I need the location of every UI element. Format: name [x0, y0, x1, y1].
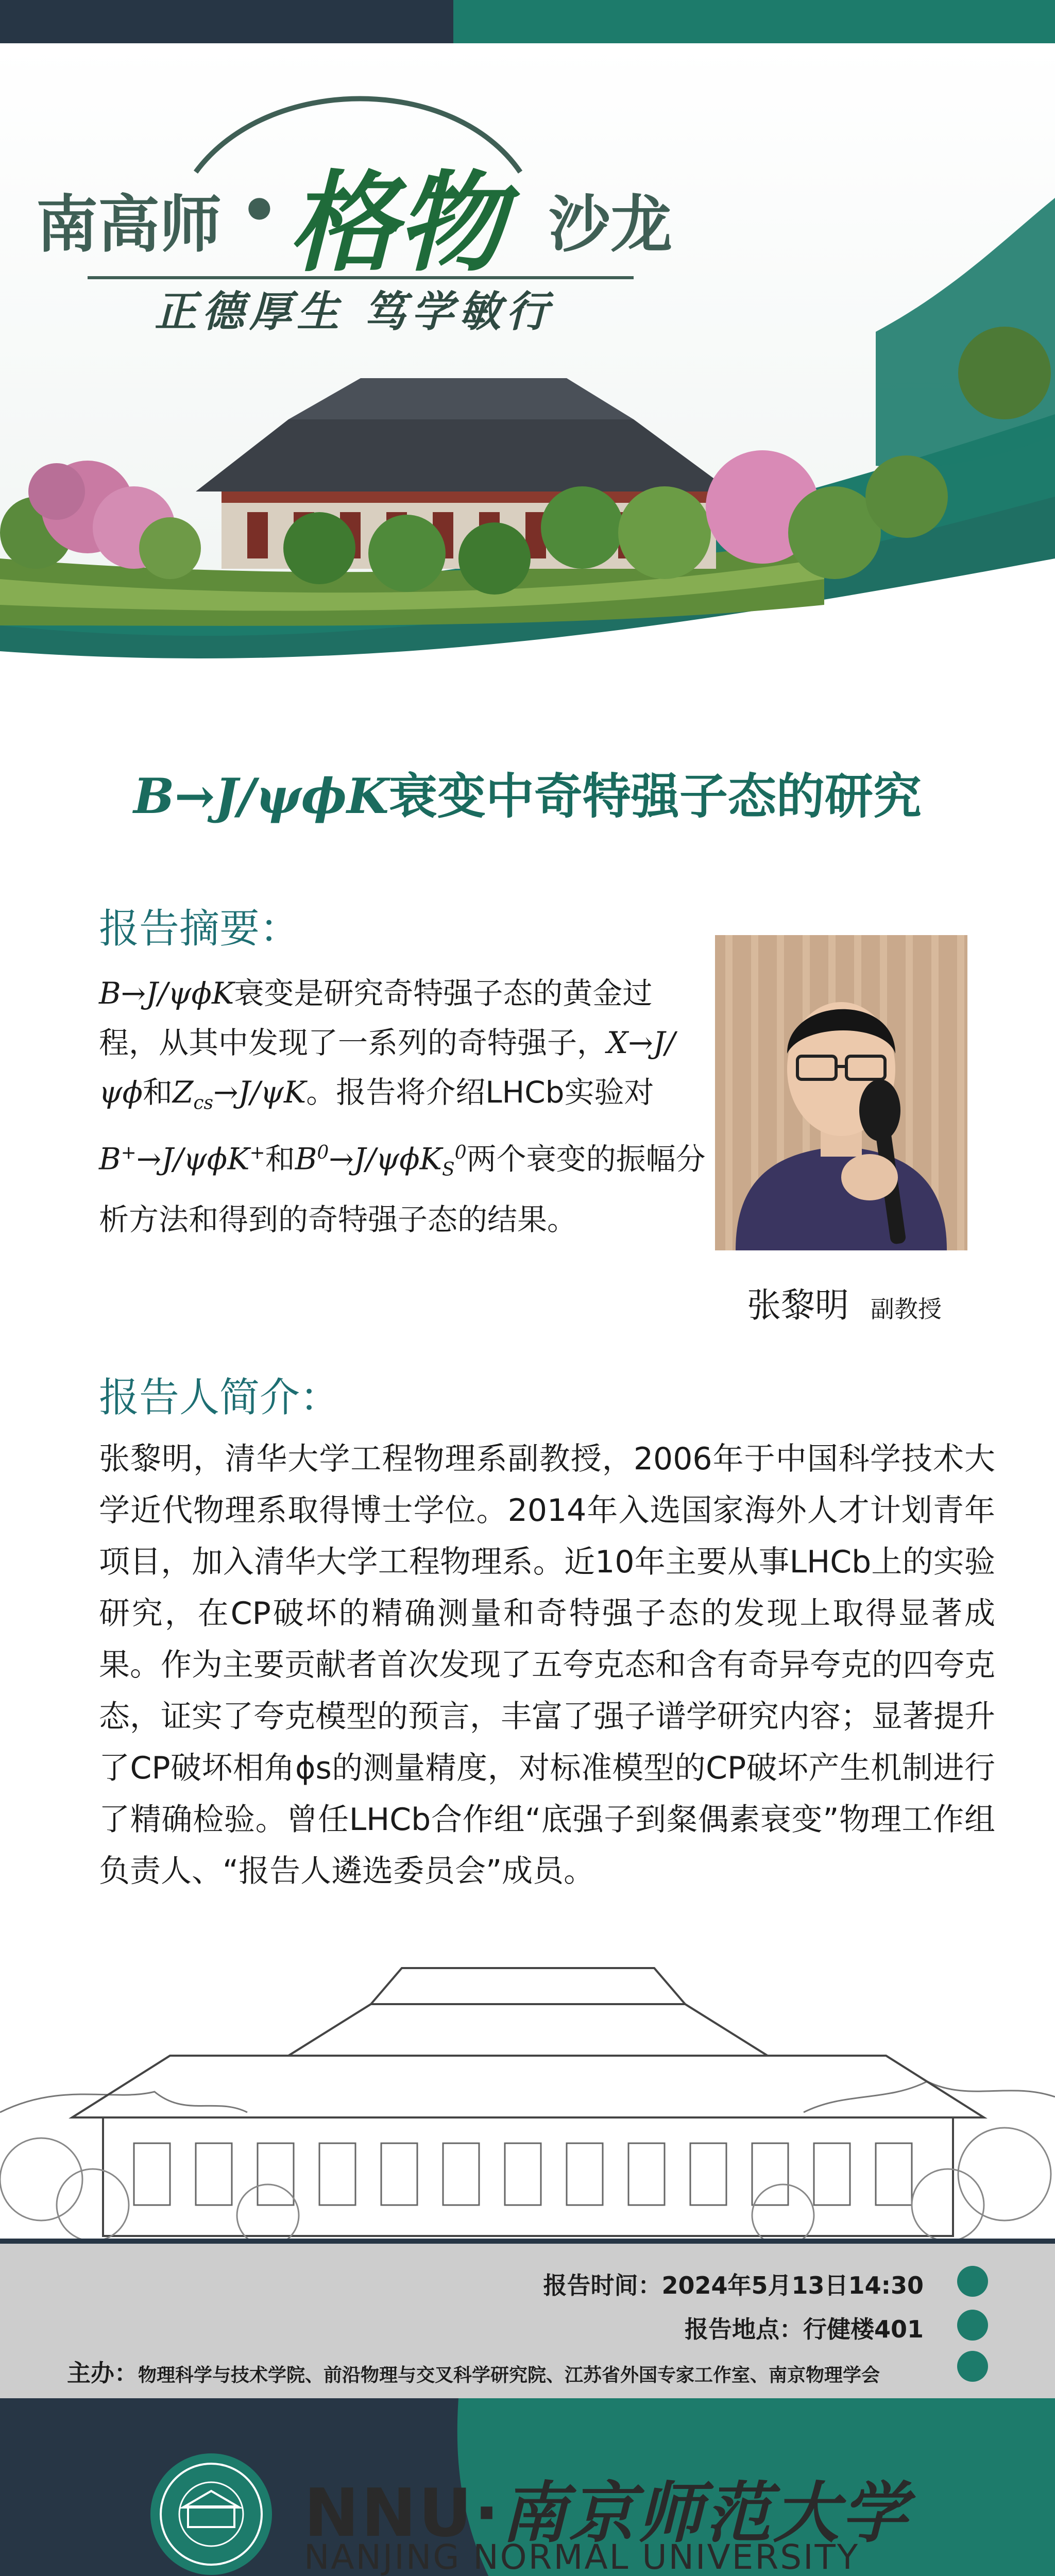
abs-sup: 0 [454, 1142, 467, 1163]
bio-text: 张黎明，清华大学工程物理系副教授，2006年于中国科学技术大学近代物理系取得博士学位。2014年入选国家海外人才计划青年项目，加入清华大学工程物理系。近10年主要从事LHCb上的实验研究，在CP破坏的精确测量和奇特强子态的发现上取得显著成果。作为主要贡献者首次发现了五夸克态和含有奇异夸克的四夸克态，证实了夸克模型的预言，丰富了强子谱学研究内容；显著提升了CP破坏相角ϕs的测量精度，对标准模型的CP破坏产生机制进行了精确检验。曾任LHCb合作组“底强子到粲偶素衰变”物理工作组负责人、“报告人遴选委员会”成员。 [99, 1441, 995, 1889]
abs-math: B [99, 1141, 121, 1176]
series-title-left: 南高师 [36, 189, 222, 261]
talk-place [685, 2311, 924, 2345]
series-title-dot: • [240, 175, 279, 247]
talk-title-cn: 衰变中奇特强子态的研究 [388, 769, 922, 825]
abs-math: Z [173, 1075, 194, 1110]
abstract-heading: 报告摘要： [99, 906, 300, 952]
talk-time [543, 2267, 924, 2301]
abs-sub: cs [193, 1092, 213, 1114]
abs-math: X→J/ψϕ [99, 1025, 675, 1110]
host-dot-icon [957, 2351, 988, 2382]
abs-sup: 0 [317, 1142, 329, 1163]
abs-sub: S [442, 1159, 455, 1180]
abs-text: 和 [265, 1141, 295, 1176]
speaker-photo [715, 935, 967, 1250]
abs-math: →J/ψϕK [329, 1141, 443, 1176]
abstract-text [99, 969, 707, 1244]
talk-title-physics: B→J/ψϕK [133, 768, 389, 825]
top-bar-dark [0, 0, 453, 43]
place-dot-icon [957, 2310, 988, 2341]
abs-text: 。报告将介绍LHCb实验对 [306, 1075, 654, 1110]
speaker-name: 张黎明 [747, 1285, 849, 1325]
abs-sup: + [121, 1142, 137, 1163]
time-value: 2024年5月13日14:30 [661, 2272, 924, 2299]
time-dot-icon [957, 2266, 988, 2297]
host-label: 主办： [67, 2359, 138, 2387]
speaker-title: 副教授 [871, 1295, 942, 1323]
abs-sup: + [249, 1142, 265, 1163]
university-name-cn: 南京师范大学 [501, 2475, 909, 2552]
abs-math: →J/ψK [213, 1075, 307, 1110]
university-dot: · [474, 2475, 501, 2552]
abs-text: 和 [143, 1075, 173, 1110]
place-value: 行健楼401 [803, 2315, 924, 2343]
talk-host [67, 2354, 880, 2388]
talk-title [0, 757, 1055, 827]
series-title [36, 139, 757, 286]
abs-text: 两个衰变的振幅分析方法和得到的奇特强子态的结果。 [99, 1141, 706, 1237]
building-sketch-illustration [0, 1947, 1055, 2246]
place-label: 报告地点： [684, 2315, 803, 2343]
abs-text: 衰变是研究奇特强子态的黄金过程，从其中发现了一系列的奇特强子， [99, 976, 653, 1060]
series-title-right: 沙龙 [549, 189, 672, 261]
series-title-big: 格物 [288, 159, 505, 286]
trees-front [283, 512, 531, 595]
university-seal-logo [147, 2450, 276, 2576]
top-bar-teal [453, 0, 1055, 43]
time-label: 报告时间： [543, 2272, 662, 2299]
bio-heading: 报告人简介： [99, 1375, 341, 1421]
university-abbr: NNU [304, 2475, 474, 2552]
abs-math: B [295, 1141, 317, 1176]
university-name-en: NANJING NORMAL UNIVERSITY [304, 2537, 860, 2576]
host-value: 物理科学与技术学院、前沿物理与交叉科学研究院、江苏省外国专家工作室、南京物理学会 [138, 2365, 880, 2386]
motto: 正德厚生 笃学敏行 [155, 287, 554, 336]
abs-math: →J/ψϕK [136, 1141, 250, 1176]
abs-math: B→J/ψϕK [99, 976, 234, 1011]
